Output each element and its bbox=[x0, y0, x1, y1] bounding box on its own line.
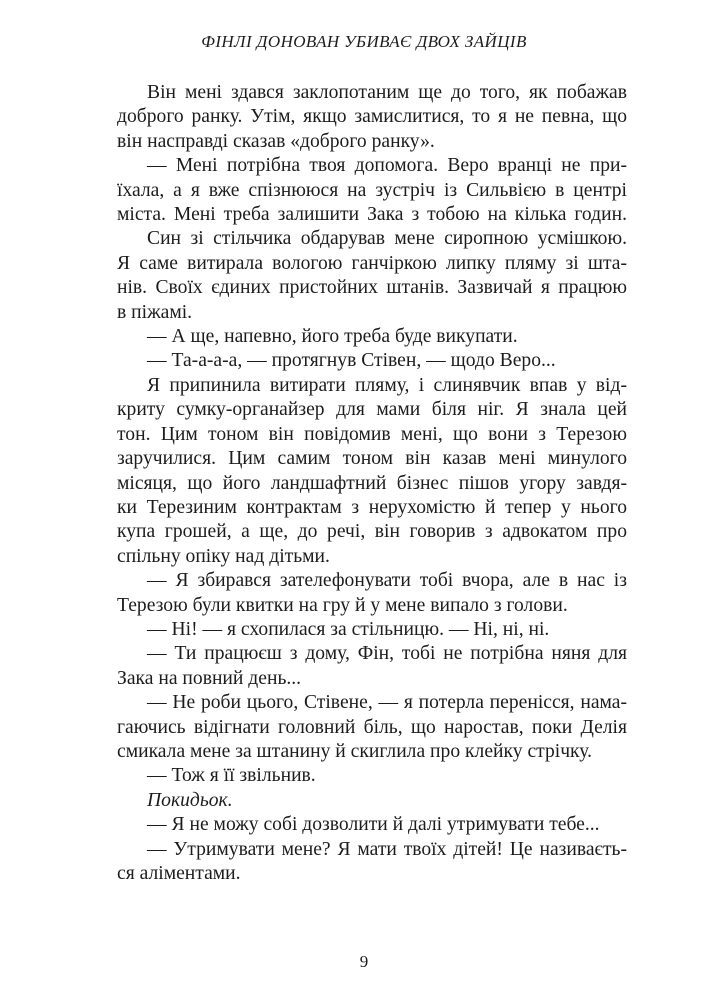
text-line: — Мені потрібна твоя допомога. Веро вранці не при- bbox=[147, 155, 627, 177]
text-line: ся аліментами. bbox=[117, 863, 241, 884]
running-head: ФІНЛІ ДОНОВАН УБИВАЄ ДВОХ ЗАЙЦІВ bbox=[201, 32, 527, 51]
text-line: нів. Своїх єдиних пристойних штанів. Зазвичай я працюю bbox=[117, 277, 627, 299]
text-line: він насправді сказав «доброго ранку». bbox=[117, 130, 435, 152]
text-line: міста. Мені треба залишити Зака з тобою на кілька годин. bbox=[117, 204, 627, 226]
text-line: Він мені здався заклопотаним ще до того, як побажав bbox=[147, 82, 627, 103]
text-line: Я саме витирала вологою ганчіркою липку пляму зі шта- bbox=[117, 252, 627, 274]
text-line: купа грошей, а ще, до речі, він говорив з адвокатом про bbox=[117, 521, 627, 543]
text-line: Покидьок. bbox=[147, 789, 233, 811]
page-number: 9 bbox=[359, 952, 369, 971]
text-line: — Тож я її звільнив. bbox=[147, 765, 316, 787]
text-line: Син зі стільчика обдарував мене сиропною усмішкою. bbox=[147, 228, 627, 250]
text-line: — А ще, напевно, його треба буде викупати. bbox=[147, 326, 518, 348]
text-line: тон. Цим тоном він повідомив мені, що вони з Терезою bbox=[117, 423, 627, 445]
text-line: — Я збирався зателефонувати тобі вчора, але в нас із bbox=[147, 570, 627, 592]
text-line: ки Терезиним контрактам з нерухомістю й тепер у нього bbox=[117, 496, 627, 518]
text-line: — Ти працюєш з дому, Фін, тобі не потрібна няня для bbox=[147, 643, 627, 665]
text-line: в піжамі. bbox=[117, 301, 193, 323]
text-line: місяця, що його ландшафтний бізнес пішов угору завдя- bbox=[117, 472, 627, 494]
text-line: — Ні! — я схопилася за стільницю. — Ні, ні, ні. bbox=[147, 618, 550, 640]
text-line: — Утримувати мене? Я мати твоїх дітей! Це називаєть- bbox=[147, 838, 627, 860]
text-line: їхала, а я вже спізнююся на зустріч із Сильвією в центрі bbox=[117, 179, 627, 201]
body-text bbox=[117, 81, 627, 886]
text-line: гаючись відігнати головний біль, що наростав, поки Делія bbox=[117, 716, 627, 738]
text-line: смикала мене за штанину й скиглила про клейку стрічку. bbox=[117, 740, 593, 762]
text-line: доброго ранку. Утім, якщо замислитися, то я не певна, що bbox=[117, 106, 627, 128]
text-line: Зака на повний день... bbox=[117, 667, 302, 689]
text-line: — Та-а-а-а, — протягнув Стівен, — щодо Веро... bbox=[147, 350, 556, 372]
text-line: — Я не можу собі дозволити й далі утримувати тебе... bbox=[147, 814, 600, 836]
text-line: — Не роби цього, Стівене, — я потерла перенісся, нама- bbox=[147, 692, 627, 714]
text-line: спільну опіку над дітьми. bbox=[117, 545, 330, 567]
text-line: Терезою були квитки на гру й у мене випало з голови. bbox=[117, 594, 568, 616]
text-line: заручилися. Цим самим тоном він казав мені минулого bbox=[117, 448, 627, 470]
text-line: Я припинила витирати пляму, і слинявчик впав у від- bbox=[147, 374, 627, 396]
text-line: криту сумку-органайзер для мами біля ніг. Я знала цей bbox=[117, 399, 627, 421]
